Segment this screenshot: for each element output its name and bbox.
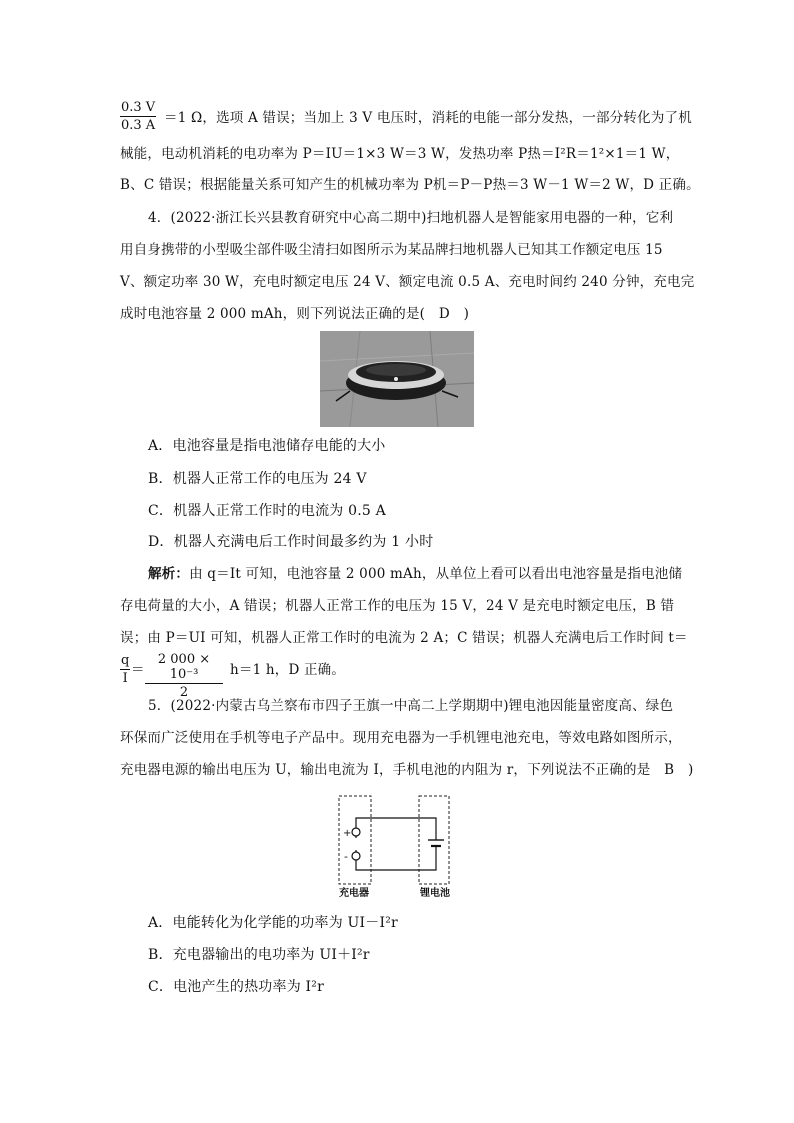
question-4-option-c: C．机器人正常工作时的电流为 0.5 A	[148, 503, 386, 519]
analysis-text: 由 q＝It 可知，电池容量 2 000 mAh，从单位上看可以看出电池容量是指电池储	[189, 566, 683, 582]
question-4-option-d: D．机器人充满电后工作时间最多约为 1 小时	[148, 534, 434, 550]
question-5-stem: 充电器电源的输出电压为 U，输出电流为 I，手机电池的内阻为 r，下列说法不正确的是 B )	[120, 762, 694, 778]
question-5-option-a: A．电能转化为化学能的功率为 UI－I²r	[148, 915, 398, 931]
analysis-label: 解析：	[148, 566, 190, 582]
question-5-option-c: C．电池产生的热功率为 I²r	[148, 979, 324, 995]
svg-text:-: -	[344, 850, 348, 863]
question-4-stem: 4．(2022·浙江长兴县教育研究中心高二期中)扫地机器人是智能家用电器的一种，它利	[148, 210, 674, 226]
fraction-numerator: q	[121, 653, 130, 668]
solution-line: ＝1 Ω，选项 A 错误；当加上 3 V 电压时，消耗的电能一部分发热，一部分转化为了机	[164, 110, 692, 126]
charging-circuit-diagram	[330, 794, 454, 900]
analysis-line: 存电荷量的大小，A 错误；机器人正常工作的电压为 15 V，24 V 是充电时额定电压，B 错	[120, 598, 675, 614]
fraction-time	[145, 652, 223, 700]
analysis-line: 误；由 P＝UI 可知，机器人正常工作时的电流为 2 A；C 错误；机器人充满电后工作时间 t＝	[120, 630, 688, 646]
analysis-line	[148, 565, 708, 583]
fraction-denominator: 0.3 A	[121, 118, 156, 133]
fraction-denominator: I	[122, 671, 128, 686]
charger-label: 充电器	[339, 888, 369, 899]
question-5-stem: 环保而广泛使用在手机等电子产品中。现用充电器为一手机锂电池充电，等效电路如图所示，	[120, 730, 682, 746]
analysis-line: h＝1 h，D 正确。	[230, 662, 346, 678]
question-5-stem: 5．(2022·内蒙古乌兰察布市四子王旗一中高二上学期期中)锂电池因能量密度高、绿色	[148, 698, 674, 714]
solution-line: B、C 错误；根据能量关系可知产生的机械功率为 P机＝P－P热＝3 W－1 W＝2 W，D 正确。	[120, 177, 700, 193]
fraction-resistance	[120, 100, 156, 133]
question-5-option-b: B．充电器输出的电功率为 UI＋I²r	[148, 947, 370, 963]
svg-text:+: +	[343, 828, 352, 839]
question-4-option-b: B．机器人正常工作的电压为 24 V	[148, 471, 367, 487]
fraction-numerator: 0.3 V	[121, 100, 156, 115]
question-4-stem: 成时电池容量 2 000 mAh，则下列说法正确的是( D )	[120, 306, 470, 322]
question-4-option-a: A．电池容量是指电池储存电能的大小	[148, 438, 386, 454]
fraction-denominator: 2	[179, 685, 189, 700]
question-4-stem: V、额定功率 30 W，充电时额定电压 24 V、额定电流 0.5 A、充电时间约 240 分钟，充电完	[120, 274, 695, 290]
fraction-q-over-i	[120, 653, 130, 686]
solution-line: 械能，电动机消耗的电功率为 P＝IU＝1×3 W＝3 W，发热功率 P热＝I²R＝1²×1＝1 W，	[120, 146, 680, 162]
fraction-numerator: 2 000 × 10⁻³	[157, 652, 211, 682]
battery-label: 锂电池	[420, 888, 450, 899]
robot-vacuum-photo	[320, 331, 474, 427]
question-4-stem: 用自身携带的小型吸尘部件吸尘清扫如图所示为某品牌扫地机器人已知其工作额定电压 15	[120, 242, 663, 258]
